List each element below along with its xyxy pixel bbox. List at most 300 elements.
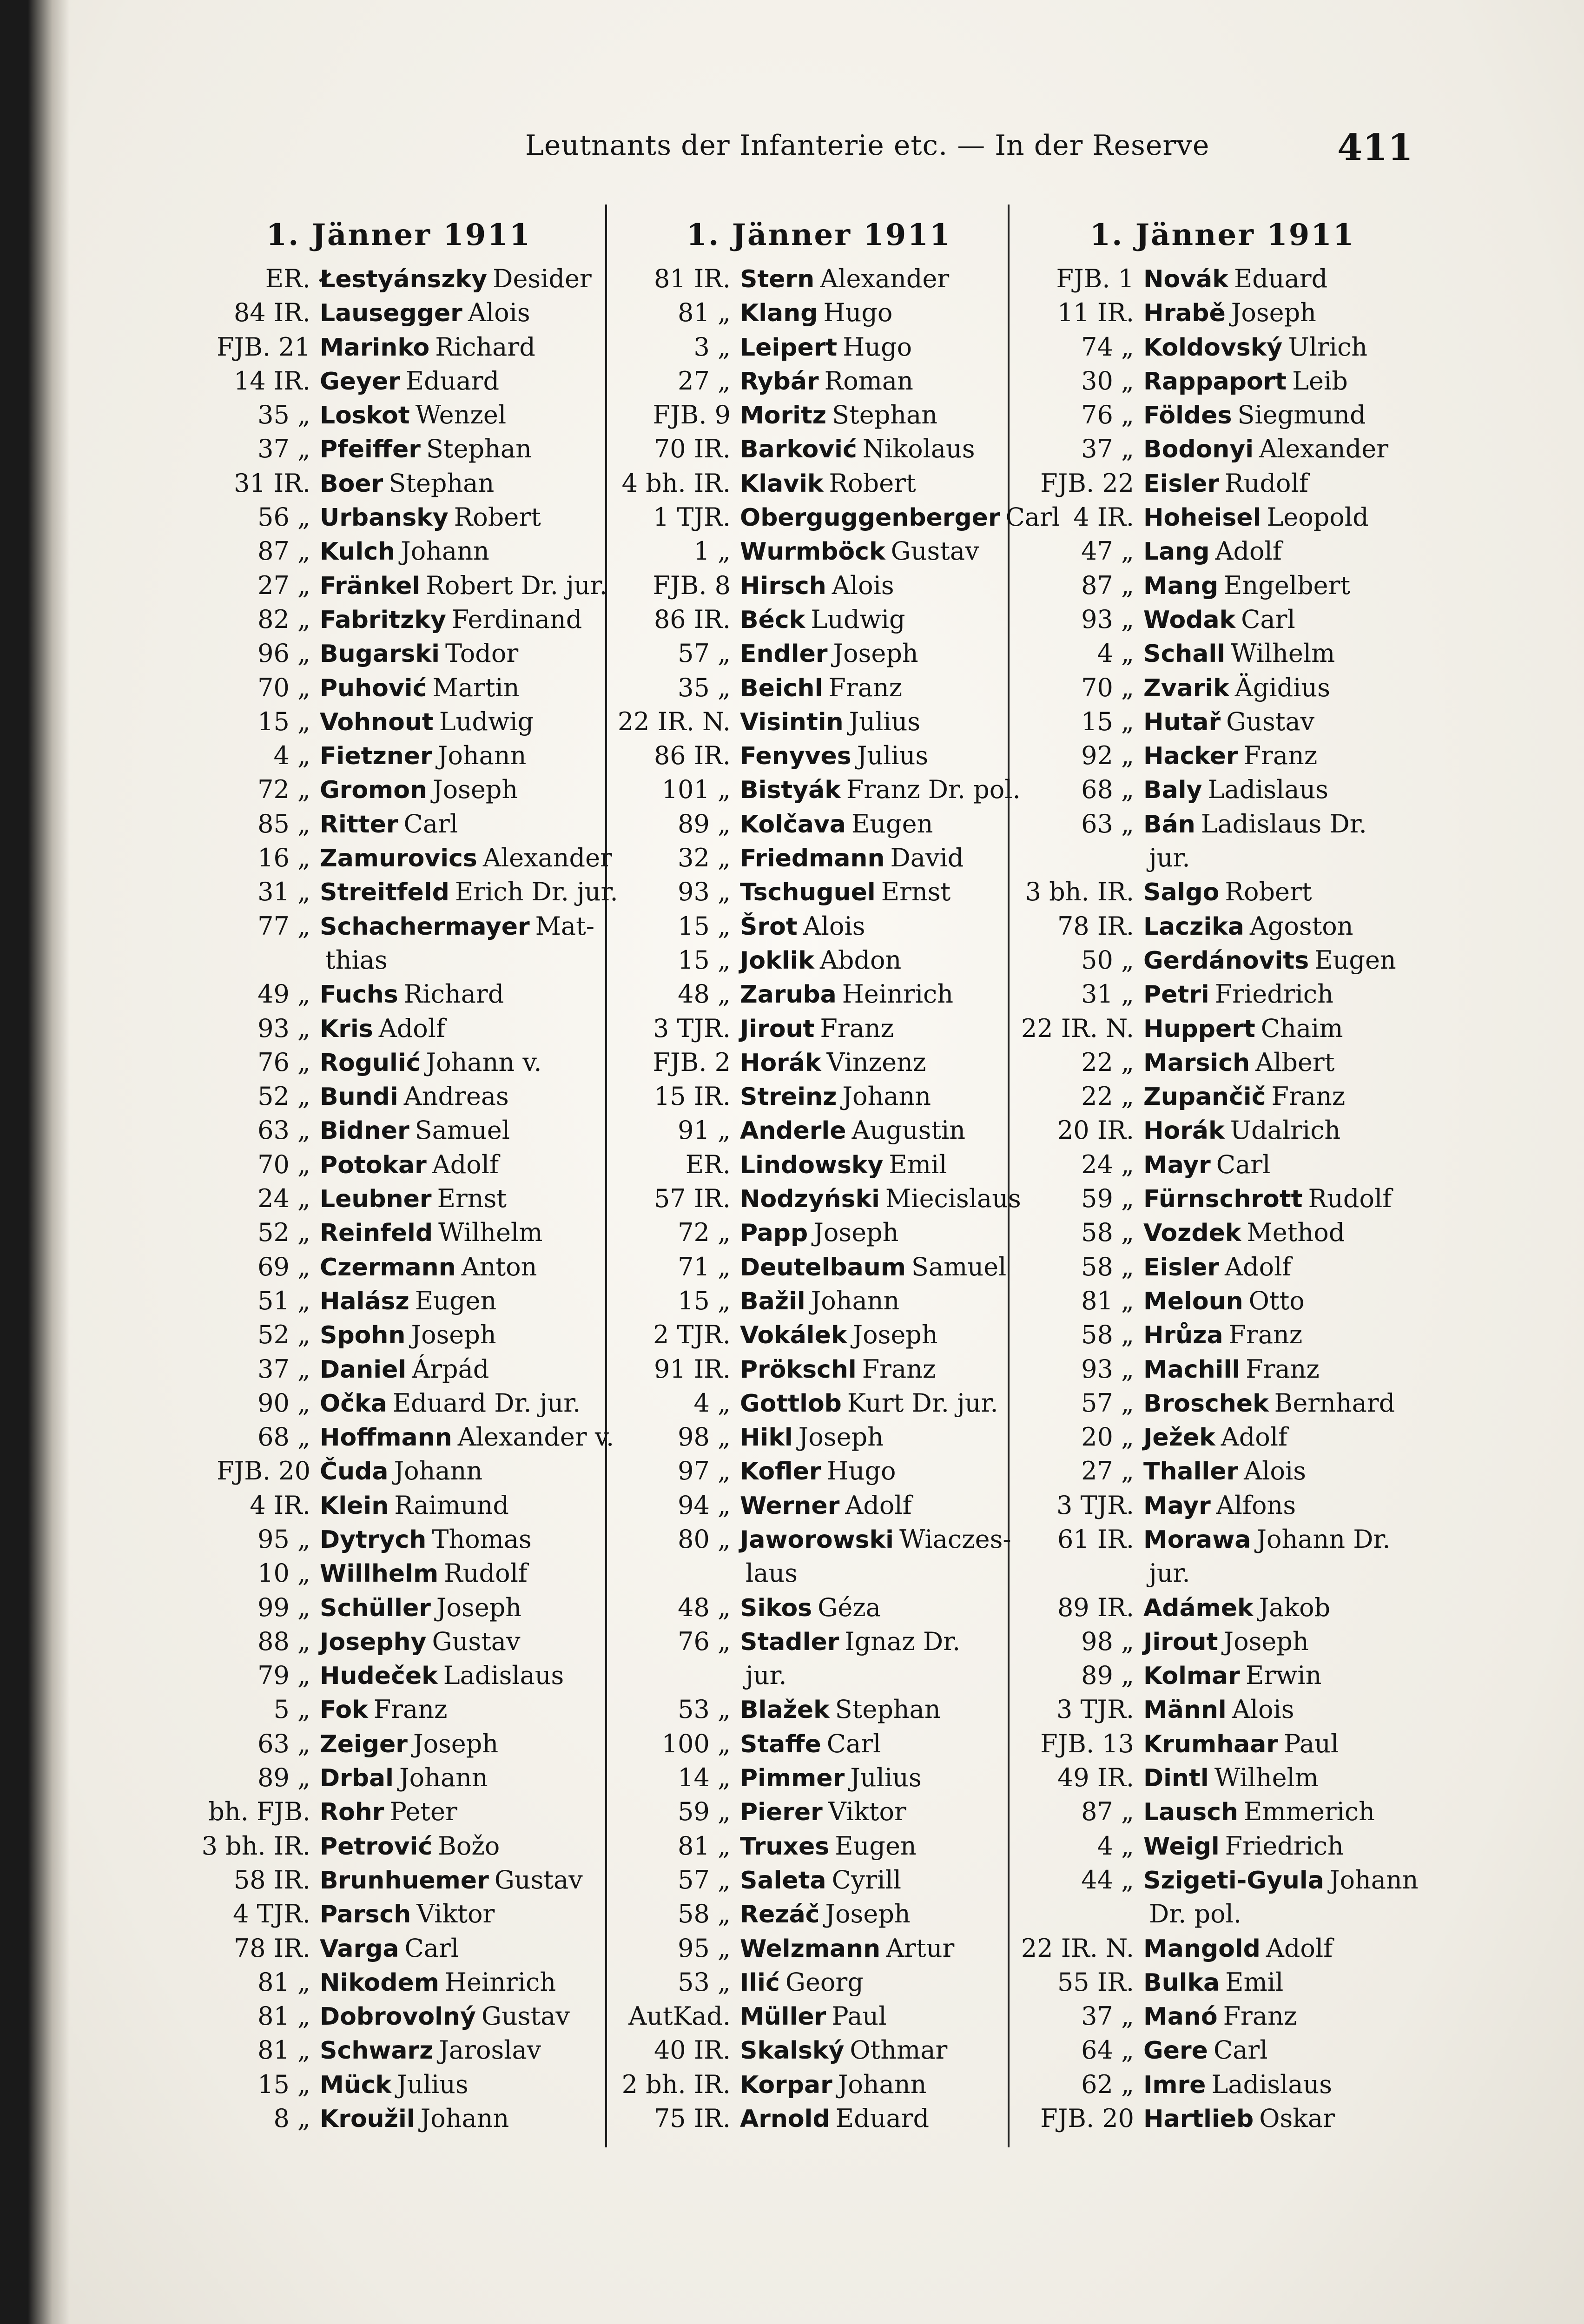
list-item: [190, 1014, 608, 1048]
surname: Zvarik: [1143, 674, 1229, 702]
list-item: [610, 1627, 1028, 1661]
unit-designation: 70 „: [1081, 673, 1134, 702]
surname: Bodonyi: [1143, 436, 1254, 464]
given-name: Johann: [420, 2104, 509, 2133]
unit-designation: 4 IR.: [250, 1490, 310, 1520]
given-name: Carl: [403, 809, 458, 838]
list-item: [610, 1218, 1028, 1252]
list-item: [190, 536, 608, 570]
surname: Čuda: [320, 1458, 389, 1486]
given-name: Ladislaus: [1208, 775, 1329, 805]
given-name: Adolf: [1215, 536, 1282, 566]
list-item: [190, 366, 608, 400]
list-item: [610, 1116, 1028, 1149]
given-name: Joseph: [1231, 298, 1316, 328]
surname: Manó: [1143, 2003, 1218, 2031]
surname: Salgo: [1143, 878, 1220, 907]
surname: Saleta: [740, 1866, 826, 1895]
surname: Nikodem: [320, 1968, 439, 1997]
unit-designation: 20 „: [1081, 1422, 1134, 1452]
unit-designation: 48 „: [678, 979, 731, 1009]
unit-designation: 5 „: [273, 1695, 310, 1724]
unit-designation: 15 „: [678, 911, 731, 941]
surname: Werner: [740, 1492, 840, 1520]
given-name: Eduard: [835, 2104, 930, 2133]
list-item: [610, 1899, 1028, 1933]
surname: Willhelm: [320, 1560, 439, 1588]
list-item: [190, 1558, 608, 1592]
surname: Leubner: [320, 1185, 432, 1214]
surname: Rogulić: [320, 1049, 421, 1077]
list-item: [1013, 1150, 1432, 1184]
unit-designation: 59 „: [1081, 1184, 1134, 1214]
surname: Truxes: [740, 1832, 830, 1861]
unit-designation: 87 „: [1081, 1797, 1134, 1827]
unit-designation: 52 „: [257, 1218, 310, 1248]
given-name: Stephan: [389, 468, 495, 498]
unit-designation: 87 „: [1081, 570, 1134, 600]
unit-designation: 57 IR.: [653, 1184, 731, 1214]
column-heading: 1. Jänner 1911: [686, 218, 952, 252]
unit-designation: 81 „: [678, 298, 731, 328]
surname: Visintin: [740, 708, 844, 736]
unit-designation: 81 „: [678, 1831, 731, 1861]
given-name: Roman: [824, 366, 913, 396]
list-item: [190, 945, 608, 979]
given-name: Friedrich: [1214, 979, 1333, 1009]
given-name: Robert Dr. jur.: [426, 570, 607, 600]
surname: Bidner: [320, 1117, 409, 1145]
unit-designation: 69 „: [257, 1252, 310, 1281]
given-name: Miecislaus: [885, 1184, 1021, 1214]
list-item: [1013, 775, 1432, 809]
list-item: [190, 1525, 608, 1558]
list-item: [1013, 1048, 1432, 1082]
surname: Lindowsky: [740, 1151, 884, 1179]
given-name: Rudolf: [1308, 1184, 1392, 1214]
surname: Bažil: [740, 1287, 805, 1315]
unit-designation: FJB. 22: [1040, 468, 1134, 498]
surname: Streitfeld: [320, 878, 449, 907]
given-name: Johann: [842, 1082, 931, 1111]
unit-designation: 22 IR. N.: [1021, 1013, 1134, 1043]
surname: Földes: [1143, 402, 1232, 430]
surname: Spohn: [320, 1321, 406, 1350]
given-name: Gustav: [481, 2001, 570, 2031]
unit-designation: 91 IR.: [653, 1354, 731, 1384]
surname: Barković: [740, 436, 857, 464]
surname: Bulka: [1143, 1968, 1220, 1997]
given-name: Carl: [1216, 1149, 1271, 1179]
unit-designation: 78 IR.: [233, 1933, 310, 1963]
list-item: [1013, 1491, 1432, 1525]
surname: Wodak: [1143, 606, 1236, 634]
surname: Schüller: [320, 1594, 431, 1622]
given-name: Eduard: [405, 366, 500, 396]
surname: Skalský: [740, 2037, 845, 2065]
surname: Vohnout: [320, 708, 434, 736]
officer-list: [1013, 264, 1432, 2138]
given-name: Robert: [829, 468, 916, 498]
list-item: [190, 673, 608, 707]
surname: Weigl: [1143, 1832, 1220, 1861]
unit-designation: 15 „: [678, 1286, 731, 1315]
list-item: [1013, 434, 1432, 468]
list-item: [190, 979, 608, 1013]
unit-designation: 40 IR.: [653, 2035, 731, 2065]
given-name: Leib: [1292, 366, 1348, 396]
list-item: [610, 1967, 1028, 2001]
unit-designation: 31 „: [257, 877, 310, 907]
surname: Adámek: [1143, 1594, 1254, 1622]
list-item: [190, 1831, 608, 1865]
unit-designation: 37 „: [257, 434, 310, 464]
page-number: 411: [1337, 126, 1413, 169]
unit-designation: 86 IR.: [653, 604, 731, 634]
unit-designation: 63 „: [1081, 809, 1134, 838]
list-item: [190, 1763, 608, 1797]
given-name: Emmerich: [1244, 1797, 1375, 1827]
unit-designation: 80 „: [678, 1524, 731, 1554]
surname: Mayr: [1143, 1492, 1211, 1520]
given-name: Artur: [886, 1933, 955, 1963]
unit-designation: 68 „: [1081, 775, 1134, 805]
list-item: [610, 1661, 1028, 1695]
surname: Zamurovics: [320, 845, 477, 873]
list-item: [190, 911, 608, 945]
list-item: [190, 605, 608, 639]
unit-designation: 81 „: [257, 1967, 310, 1997]
surname: Fietzner: [320, 742, 432, 771]
given-name: Johann: [437, 741, 527, 771]
list-item: [190, 1899, 608, 1933]
surname: Ilić: [740, 1968, 780, 1997]
list-item: [1013, 1934, 1432, 1967]
surname: Ježek: [1143, 1424, 1215, 1452]
unit-designation: 58 „: [1081, 1252, 1134, 1281]
given-name: Gustav: [432, 1626, 521, 1656]
unit-designation: 11 IR.: [1057, 298, 1134, 328]
unit-designation: 90 „: [257, 1388, 310, 1418]
surname: Czermann: [320, 1253, 456, 1281]
unit-designation: 86 IR.: [653, 741, 731, 771]
given-name: Leopold: [1267, 502, 1369, 532]
list-item: [610, 673, 1028, 707]
list-item: [190, 1865, 608, 1899]
given-name: Johann v.: [426, 1047, 542, 1077]
unit-designation: FJB. 20: [217, 1456, 310, 1486]
list-item: [190, 1627, 608, 1661]
given-name: Franz: [1228, 1320, 1303, 1350]
unit-designation: 76 „: [257, 1047, 310, 1077]
list-item: [190, 775, 608, 809]
list-item: [610, 843, 1028, 877]
list-item: [1013, 1218, 1432, 1252]
given-name: Anton: [461, 1252, 537, 1281]
surname: Eisler: [1143, 469, 1220, 498]
list-item: [1013, 2104, 1432, 2138]
unit-designation: 1 „: [693, 536, 731, 566]
given-name: Carl: [1241, 604, 1295, 634]
list-item: [1013, 2035, 1432, 2069]
surname: Fok: [320, 1696, 368, 1724]
surname: Männl: [1143, 1696, 1227, 1724]
surname: Vozdek: [1143, 1219, 1241, 1248]
given-name: Carl: [1005, 502, 1060, 532]
surname: Blažek: [740, 1696, 830, 1724]
unit-designation: 14 „: [678, 1763, 731, 1793]
unit-designation: 100 „: [661, 1729, 731, 1758]
list-item: [190, 1593, 608, 1627]
given-name: David: [890, 843, 964, 873]
unit-designation: 63 „: [257, 1729, 310, 1758]
unit-designation: 89 IR.: [1057, 1592, 1134, 1622]
list-item: [610, 1150, 1028, 1184]
given-name: Jaroslav: [439, 2035, 541, 2065]
list-item: [610, 741, 1028, 775]
list-item: [190, 298, 608, 332]
surname: Bugarski: [320, 640, 440, 668]
given-name: Julius: [857, 741, 929, 771]
given-name: Erich Dr. jur.: [455, 877, 618, 907]
given-name: Adolf: [378, 1013, 446, 1043]
list-item: [610, 1831, 1028, 1865]
list-item: [1013, 1456, 1432, 1490]
unit-designation: 58 „: [678, 1899, 731, 1929]
list-item: [1013, 911, 1432, 945]
given-name: Franz: [828, 673, 903, 702]
unit-designation: 27 „: [1081, 1456, 1134, 1486]
given-name: Vinzenz: [826, 1047, 926, 1077]
given-name: Oskar: [1259, 2104, 1335, 2133]
unit-designation: 1 TJR.: [653, 502, 731, 532]
list-item: [1013, 1967, 1432, 2001]
surname: Mangold: [1143, 1934, 1261, 1963]
list-item: [1013, 1729, 1432, 1763]
surname: Hoheisel: [1143, 504, 1261, 532]
unit-designation: 93 „: [1081, 1354, 1134, 1384]
unit-designation: 53 „: [678, 1967, 731, 1997]
unit-designation: FJB. 9: [653, 400, 731, 430]
list-item: [190, 434, 608, 468]
list-item: [190, 1797, 608, 1831]
unit-designation: ER.: [685, 1149, 731, 1179]
surname: Fränkel: [320, 572, 421, 600]
unit-designation: 37 „: [257, 1354, 310, 1384]
list-item: [610, 1388, 1028, 1422]
unit-designation: 3 TJR.: [1056, 1490, 1134, 1520]
list-item: [1013, 945, 1432, 979]
list-item: [1013, 1899, 1432, 1933]
unit-designation: 76 „: [1081, 400, 1134, 430]
surname: Kris: [320, 1015, 373, 1043]
unit-designation: 70 IR.: [653, 434, 731, 464]
surname: Klang: [740, 299, 818, 328]
list-item: [190, 1320, 608, 1354]
unit-designation: 81 „: [257, 2035, 310, 2065]
unit-designation: 57 „: [678, 1865, 731, 1895]
given-name: Chaim: [1261, 1013, 1343, 1043]
surname: Varga: [320, 1934, 399, 1963]
given-name: Engelbert: [1224, 570, 1351, 600]
surname: Mang: [1143, 572, 1219, 600]
unit-designation: FJB. 13: [1040, 1729, 1134, 1758]
surname: Halász: [320, 1287, 409, 1315]
surname: Prökschl: [740, 1355, 857, 1384]
given-name: Hugo: [826, 1456, 896, 1486]
list-item: [190, 1252, 608, 1286]
unit-designation: 3 bh. IR.: [201, 1831, 310, 1861]
given-name: Johann: [1329, 1865, 1419, 1895]
unit-designation: AutKad.: [628, 2001, 731, 2031]
given-name: Géza: [818, 1592, 881, 1622]
list-item: [1013, 1252, 1432, 1286]
unit-designation: 62 „: [1081, 2069, 1134, 2099]
list-item: [190, 809, 608, 843]
given-name: Stephan: [832, 400, 938, 430]
unit-designation: 52 „: [257, 1082, 310, 1111]
surname: Huppert: [1143, 1015, 1255, 1043]
given-name: Johann Dr.: [1256, 1524, 1391, 1554]
unit-designation: 2 TJR.: [653, 1320, 731, 1350]
given-name: Robert: [1225, 877, 1312, 907]
surname: Fuchs: [320, 981, 398, 1009]
given-name: Eugen: [415, 1286, 497, 1315]
given-name: Joseph: [852, 1320, 938, 1350]
given-name: Paul: [1284, 1729, 1339, 1758]
unit-designation: 57 „: [678, 639, 731, 668]
list-item: [610, 571, 1028, 605]
column-heading: 1. Jänner 1911: [1089, 218, 1355, 252]
unit-designation: 55 IR.: [1057, 1967, 1134, 1997]
list-item: [610, 1082, 1028, 1116]
unit-designation: 24 „: [257, 1184, 310, 1214]
list-item: [1013, 1116, 1432, 1149]
unit-designation: 15 „: [678, 945, 731, 975]
list-item: [610, 536, 1028, 570]
unit-designation: 30 „: [1081, 366, 1134, 396]
surname: Łestyánszky: [320, 265, 488, 293]
unit-designation: 48 „: [678, 1592, 731, 1622]
unit-designation: 92 „: [1081, 741, 1134, 771]
list-item: [610, 1252, 1028, 1286]
given-name: Joseph: [432, 775, 518, 805]
unit-designation: 16 „: [257, 843, 310, 873]
list-item: [1013, 1388, 1432, 1422]
given-name: Joseph: [436, 1592, 522, 1622]
surname: Stadler: [740, 1628, 839, 1656]
given-name: thias: [325, 945, 388, 975]
unit-designation: 88 „: [257, 1626, 310, 1656]
list-item: [1013, 673, 1432, 707]
list-item: [610, 434, 1028, 468]
given-name: Johann: [838, 2069, 927, 2099]
surname: Klein: [320, 1492, 389, 1520]
unit-designation: 14 IR.: [233, 366, 310, 396]
list-item: [610, 1422, 1028, 1456]
given-name: Desider: [493, 264, 592, 293]
unit-designation: 3 TJR.: [653, 1013, 731, 1043]
surname: Hrabě: [1143, 299, 1226, 328]
given-name: Peter: [389, 1797, 457, 1827]
given-name: Stephan: [835, 1695, 941, 1724]
surname: Staffe: [740, 1730, 821, 1758]
unit-designation: 84 IR.: [233, 298, 310, 328]
list-item: [1013, 264, 1432, 298]
surname: Zupančič: [1143, 1083, 1266, 1111]
list-item: [610, 775, 1028, 809]
list-item: [190, 707, 608, 741]
list-item: [1013, 843, 1432, 877]
list-item: [190, 1422, 614, 1456]
given-name: Julius: [397, 2069, 469, 2099]
surname: Thaller: [1143, 1458, 1239, 1486]
given-name: Ulrich: [1288, 332, 1368, 362]
unit-designation: 4 „: [1097, 639, 1134, 668]
unit-designation: 58 „: [1081, 1218, 1134, 1248]
list-item: [610, 1729, 1028, 1763]
list-item: [610, 1184, 1028, 1218]
given-name: Gustav: [494, 1865, 583, 1895]
unit-designation: 89 „: [678, 809, 731, 838]
surname: Szigeti-Gyula: [1143, 1866, 1324, 1895]
surname: Moritz: [740, 402, 827, 430]
list-item: [190, 2001, 608, 2035]
given-name: Adolf: [1221, 1422, 1288, 1452]
list-item: [1013, 1014, 1432, 1048]
surname: Beichl: [740, 674, 823, 702]
surname: Hutař: [1143, 708, 1221, 736]
list-item: [610, 1048, 1028, 1082]
list-item: [190, 2070, 608, 2104]
list-item: [190, 1388, 608, 1422]
unit-designation: 31 IR.: [233, 468, 310, 498]
given-name: Gustav: [1226, 706, 1315, 736]
given-name: Ludwig: [811, 604, 905, 634]
list-item: [1013, 1286, 1432, 1320]
unit-designation: 96 „: [257, 639, 310, 668]
given-name: Bernhard: [1274, 1388, 1395, 1418]
given-name: Friedrich: [1225, 1831, 1344, 1861]
surname: Hartlieb: [1143, 2105, 1254, 2133]
given-name: Adolf: [845, 1490, 912, 1520]
given-name: Franz Dr. pol.: [846, 775, 1021, 805]
surname: Wurmböck: [740, 538, 885, 566]
given-name: Thomas: [432, 1524, 532, 1554]
list-item: [610, 707, 1028, 741]
surname: Dobrovolný: [320, 2003, 476, 2031]
list-item: [610, 298, 1028, 332]
list-item: [610, 264, 1028, 298]
unit-designation: 4 „: [273, 741, 310, 771]
given-name: Cyrill: [832, 1865, 902, 1895]
given-name: Samuel: [415, 1116, 510, 1145]
given-name: Adolf: [1225, 1252, 1292, 1281]
unit-designation: 77 „: [257, 911, 310, 941]
given-name: Franz: [1246, 1354, 1320, 1384]
list-item: [190, 400, 608, 434]
given-name: Franz: [373, 1695, 448, 1724]
given-name: jur.: [1149, 843, 1190, 873]
unit-designation: 37 „: [1081, 2001, 1134, 2031]
unit-designation: 64 „: [1081, 2035, 1134, 2065]
given-name: Udalrich: [1230, 1116, 1341, 1145]
unit-designation: FJB. 2: [653, 1047, 731, 1077]
unit-designation: 68 „: [257, 1422, 310, 1452]
unit-designation: FJB. 20: [1040, 2104, 1134, 2133]
list-item: [190, 1286, 608, 1320]
surname: Pierer: [740, 1798, 823, 1827]
